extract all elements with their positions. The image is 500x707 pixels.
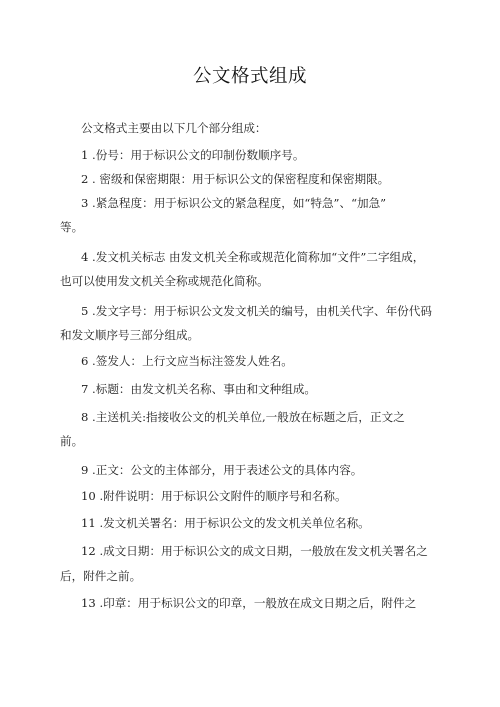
item-5-line: 5 .发文字号：用于标识公文发文机关的编号，由机关代字、年份代码: [81, 304, 432, 318]
item-3-continuation: 等。: [60, 220, 84, 234]
item-8-line: 8 .主送机关:指接收公文的机关单位,一般放在标题之后，正文之: [81, 410, 405, 424]
item-10-line: 10 .附件说明：用于标识公文附件的顺序号和名称。: [81, 489, 347, 503]
item-12-continuation: 后，附件之前。: [60, 569, 142, 583]
item-2-line: 2 . 密级和保密期限：用于标识公文的保密程度和保密期限。: [81, 172, 390, 186]
item-4-continuation: 也可以使用发文机关全称或规范化简称。: [60, 274, 269, 288]
item-7-line: 7 .标题：由发文机关名称、事由和文种组成。: [81, 382, 317, 396]
item-4-line: 4 .发文机关标志 由发文机关全称或规范化简称加“文件”二字组成，: [81, 250, 425, 264]
item-8-continuation: 前。: [60, 434, 84, 448]
intro-line: 公文格式主要由以下几个部分组成：: [81, 121, 267, 135]
item-1-line: 1 .份号：用于标识公文的印制份数顺序号。: [81, 148, 305, 162]
item-12-line: 12 .成文日期：用于标识公文的成文日期，一般放在发文机关署名之: [81, 544, 428, 558]
document-title: 公文格式组成: [192, 66, 307, 87]
item-6-line: 6 .签发人：上行文应当标注签发人姓名。: [81, 354, 293, 368]
item-11-line: 11 .发文机关署名：用于标识公文的发文机关单位名称。: [81, 516, 370, 530]
item-9-line: 9 .正文：公文的主体部分，用于表述公文的具体内容。: [81, 463, 363, 477]
item-3-line: 3 .紧急程度：用于标识公文的紧急程度，如“特急”、“加急”: [81, 196, 387, 210]
item-5-continuation: 和发文顺序号三部分组成。: [60, 328, 200, 342]
item-13-line: 13 .印章：用于标识公文的印章，一般放在成文日期之后，附件之: [81, 596, 417, 610]
